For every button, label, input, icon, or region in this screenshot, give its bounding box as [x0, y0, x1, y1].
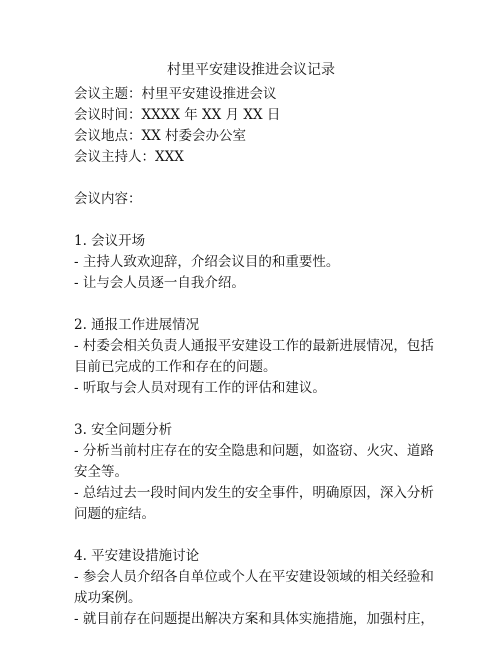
section-opening — [74, 231, 434, 294]
document-title: 村里平安建设推进会议记录 — [167, 62, 335, 78]
section-heading: 1. 会议开场 — [74, 233, 146, 249]
section-heading: 4. 平安建设措施讨论 — [74, 548, 200, 564]
section-measures-discussion — [74, 546, 434, 630]
section-item: - 主持人致欢迎辞，介绍会议目的和重要性。 — [74, 254, 340, 270]
section-item: - 让与会人员逐一自我介绍。 — [74, 275, 245, 291]
section-item: - 听取与会人员对现有工作的评估和建议。 — [74, 380, 326, 396]
section-progress-report — [74, 315, 434, 399]
spacer — [74, 399, 434, 420]
spacer — [74, 294, 434, 315]
section-heading: 3. 安全问题分析 — [74, 422, 173, 438]
section-item: - 总结过去一段时间内发生的安全事件，明确原因，深入分析问题的症结。 — [74, 485, 434, 522]
section-item: - 村委会相关负责人通报平安建设工作的最新进展情况，包括目前已完成的工作和存在的问题。 — [74, 338, 434, 375]
meeting-host: 会议主持人：XXX — [74, 149, 184, 165]
section-item: - 分析当前村庄存在的安全隐患和问题，如盗窃、火灾、道路安全等。 — [74, 443, 434, 480]
content-label: 会议内容： — [74, 191, 142, 207]
spacer — [74, 525, 434, 546]
spacer — [74, 210, 434, 231]
section-heading: 2. 通报工作进展情况 — [74, 317, 200, 333]
spacer — [74, 168, 434, 189]
section-item: - 就目前存在问题提出解决方案和具体实施措施，加强村庄， — [74, 611, 434, 627]
meeting-topic: 会议主题：村里平安建设推进会议 — [74, 86, 277, 102]
section-safety-analysis — [74, 420, 434, 525]
document-body — [74, 84, 434, 630]
meeting-time: 会议时间：XXXX 年 XX 月 XX 日 — [74, 107, 281, 123]
section-item: - 参会人员介绍各自单位或个人在平安建设领域的相关经验和成功案例。 — [74, 569, 434, 606]
meeting-location: 会议地点：XX 村委会办公室 — [74, 128, 247, 144]
